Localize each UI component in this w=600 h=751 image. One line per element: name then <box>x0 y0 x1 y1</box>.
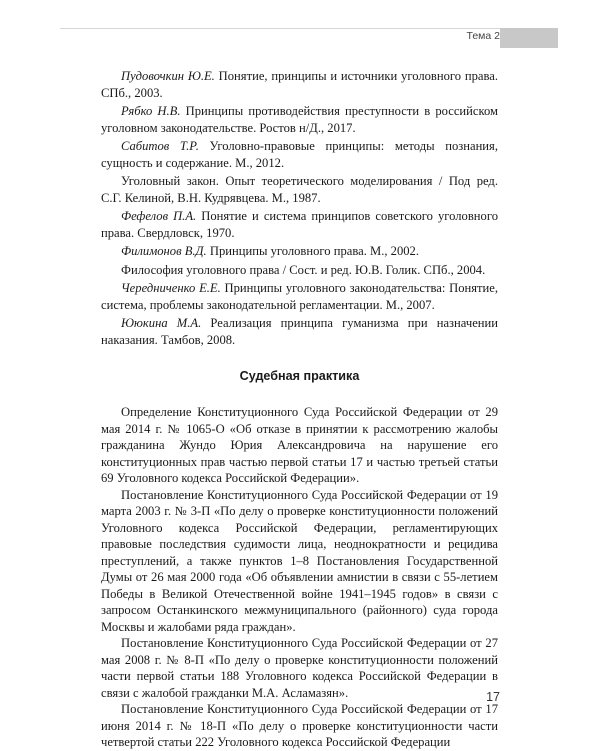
case-law-entry: Определение Конституционного Суда Российской Федерации от 29 мая 2014 г. № 1065-О «Об отказе в принятии к рассмотрению жалобы гражданина Жундо Юрия Александровича на нарушение его конституционных прав частью первой статьи 17 и частью третьей статьи 69 Уголовного кодекса Российской Федерации». <box>101 405 498 485</box>
entry-text: Уголовный закон. Опыт теоретического моделирования / Под ред. С.Г. Келиной, В.Н. Кудрявцева. М., 1987. <box>101 174 498 205</box>
bibliography-entry <box>101 138 498 171</box>
entry-text: Реализация принципа гуманизма при назначении наказания. Тамбов, 2008. <box>101 316 498 347</box>
header-tab-marker <box>500 28 558 48</box>
bibliography-entry <box>101 243 498 260</box>
entry-text: Принципы уголовного законодательства: Понятие, система, проблемы законодательной регламентации. М., 2007. <box>101 281 498 312</box>
bibliography-entry <box>101 315 498 348</box>
entry-text: Уголовно-правовые принципы: методы познания, сущность и содержание. М., 2012. <box>101 139 498 170</box>
entry-text: Принципы противодействия преступности в российском уголовном законодательстве. Ростов н/Д., 2017. <box>101 104 498 135</box>
entry-text: Философия уголовного права / Сост. и ред. Ю.В. Голик. СПб., 2004. <box>121 262 486 277</box>
bibliography-entry <box>101 262 498 279</box>
running-header-topic: Тема 2 <box>466 30 500 42</box>
case-law-entry: Постановление Конституционного Суда Российской Федерации от 19 марта 2003 г. № 3-П «По делу о проверке конституционности положений Уголовного кодекса Российской Федерации, регламентирующих правовые последствия судимости лица, неоднократности и рецидива преступлений, а также пунктов 1–8 Постановления Государственной Думы от 26 мая 2000 года «Об объявлении амнистии в связи с 55-летием Победы в Великой Отечественной войне 1941–1945 годов» в связи с запросом Останкинского межмуниципального (районного) суда города Москвы и жалобами ряда граждан». <box>101 487 498 634</box>
section-heading: Судебная практика <box>239 369 360 383</box>
page-number: 17 <box>486 690 500 704</box>
case-law-entry: Постановление Конституционного Суда Российской Федерации от 27 мая 2008 г. № 8-П «По делу о проверке конституционности положений части первой статьи 188 Уголовного кодекса Российской Федерации в связи с жалобой гражданки М.А. Асламазян». <box>101 636 498 700</box>
bibliography-entry <box>101 208 498 241</box>
case-law-list <box>101 404 498 751</box>
header-rule <box>60 28 500 29</box>
entry-author: Сабитов Т.Р. <box>121 139 199 153</box>
case-law-entry: Постановление Конституционного Суда Российской Федерации от 17 июня 2014 г. № 18-П «По делу о проверке конституционности части четвертой статьи 222 Уголовного кодекса Российской Федерации <box>101 702 498 749</box>
entry-author: Фефелов П.А. <box>121 209 197 223</box>
entry-author: Филимонов В.Д. <box>121 244 207 258</box>
entry-author: Пудовочкин Ю.Е. <box>121 69 215 83</box>
entry-text: Принципы уголовного права. М., 2002. <box>206 244 419 258</box>
entry-author: Ююкина М.А. <box>121 316 202 330</box>
entry-text: Понятие и система принципов советского уголовного права. Свердловск, 1970. <box>101 209 498 240</box>
entry-text: Понятие, принципы и источники уголовного права. СПб., 2003. <box>101 69 498 100</box>
bibliography-entry <box>101 173 498 206</box>
page-body <box>101 68 498 751</box>
bibliography-entry <box>101 103 498 136</box>
bibliography-entry <box>101 280 498 313</box>
entry-author: Чередниченко Е.Е. <box>121 281 221 295</box>
bibliography-entry <box>101 68 498 101</box>
entry-author: Рябко Н.В. <box>121 104 181 118</box>
bibliography-list <box>101 68 498 348</box>
